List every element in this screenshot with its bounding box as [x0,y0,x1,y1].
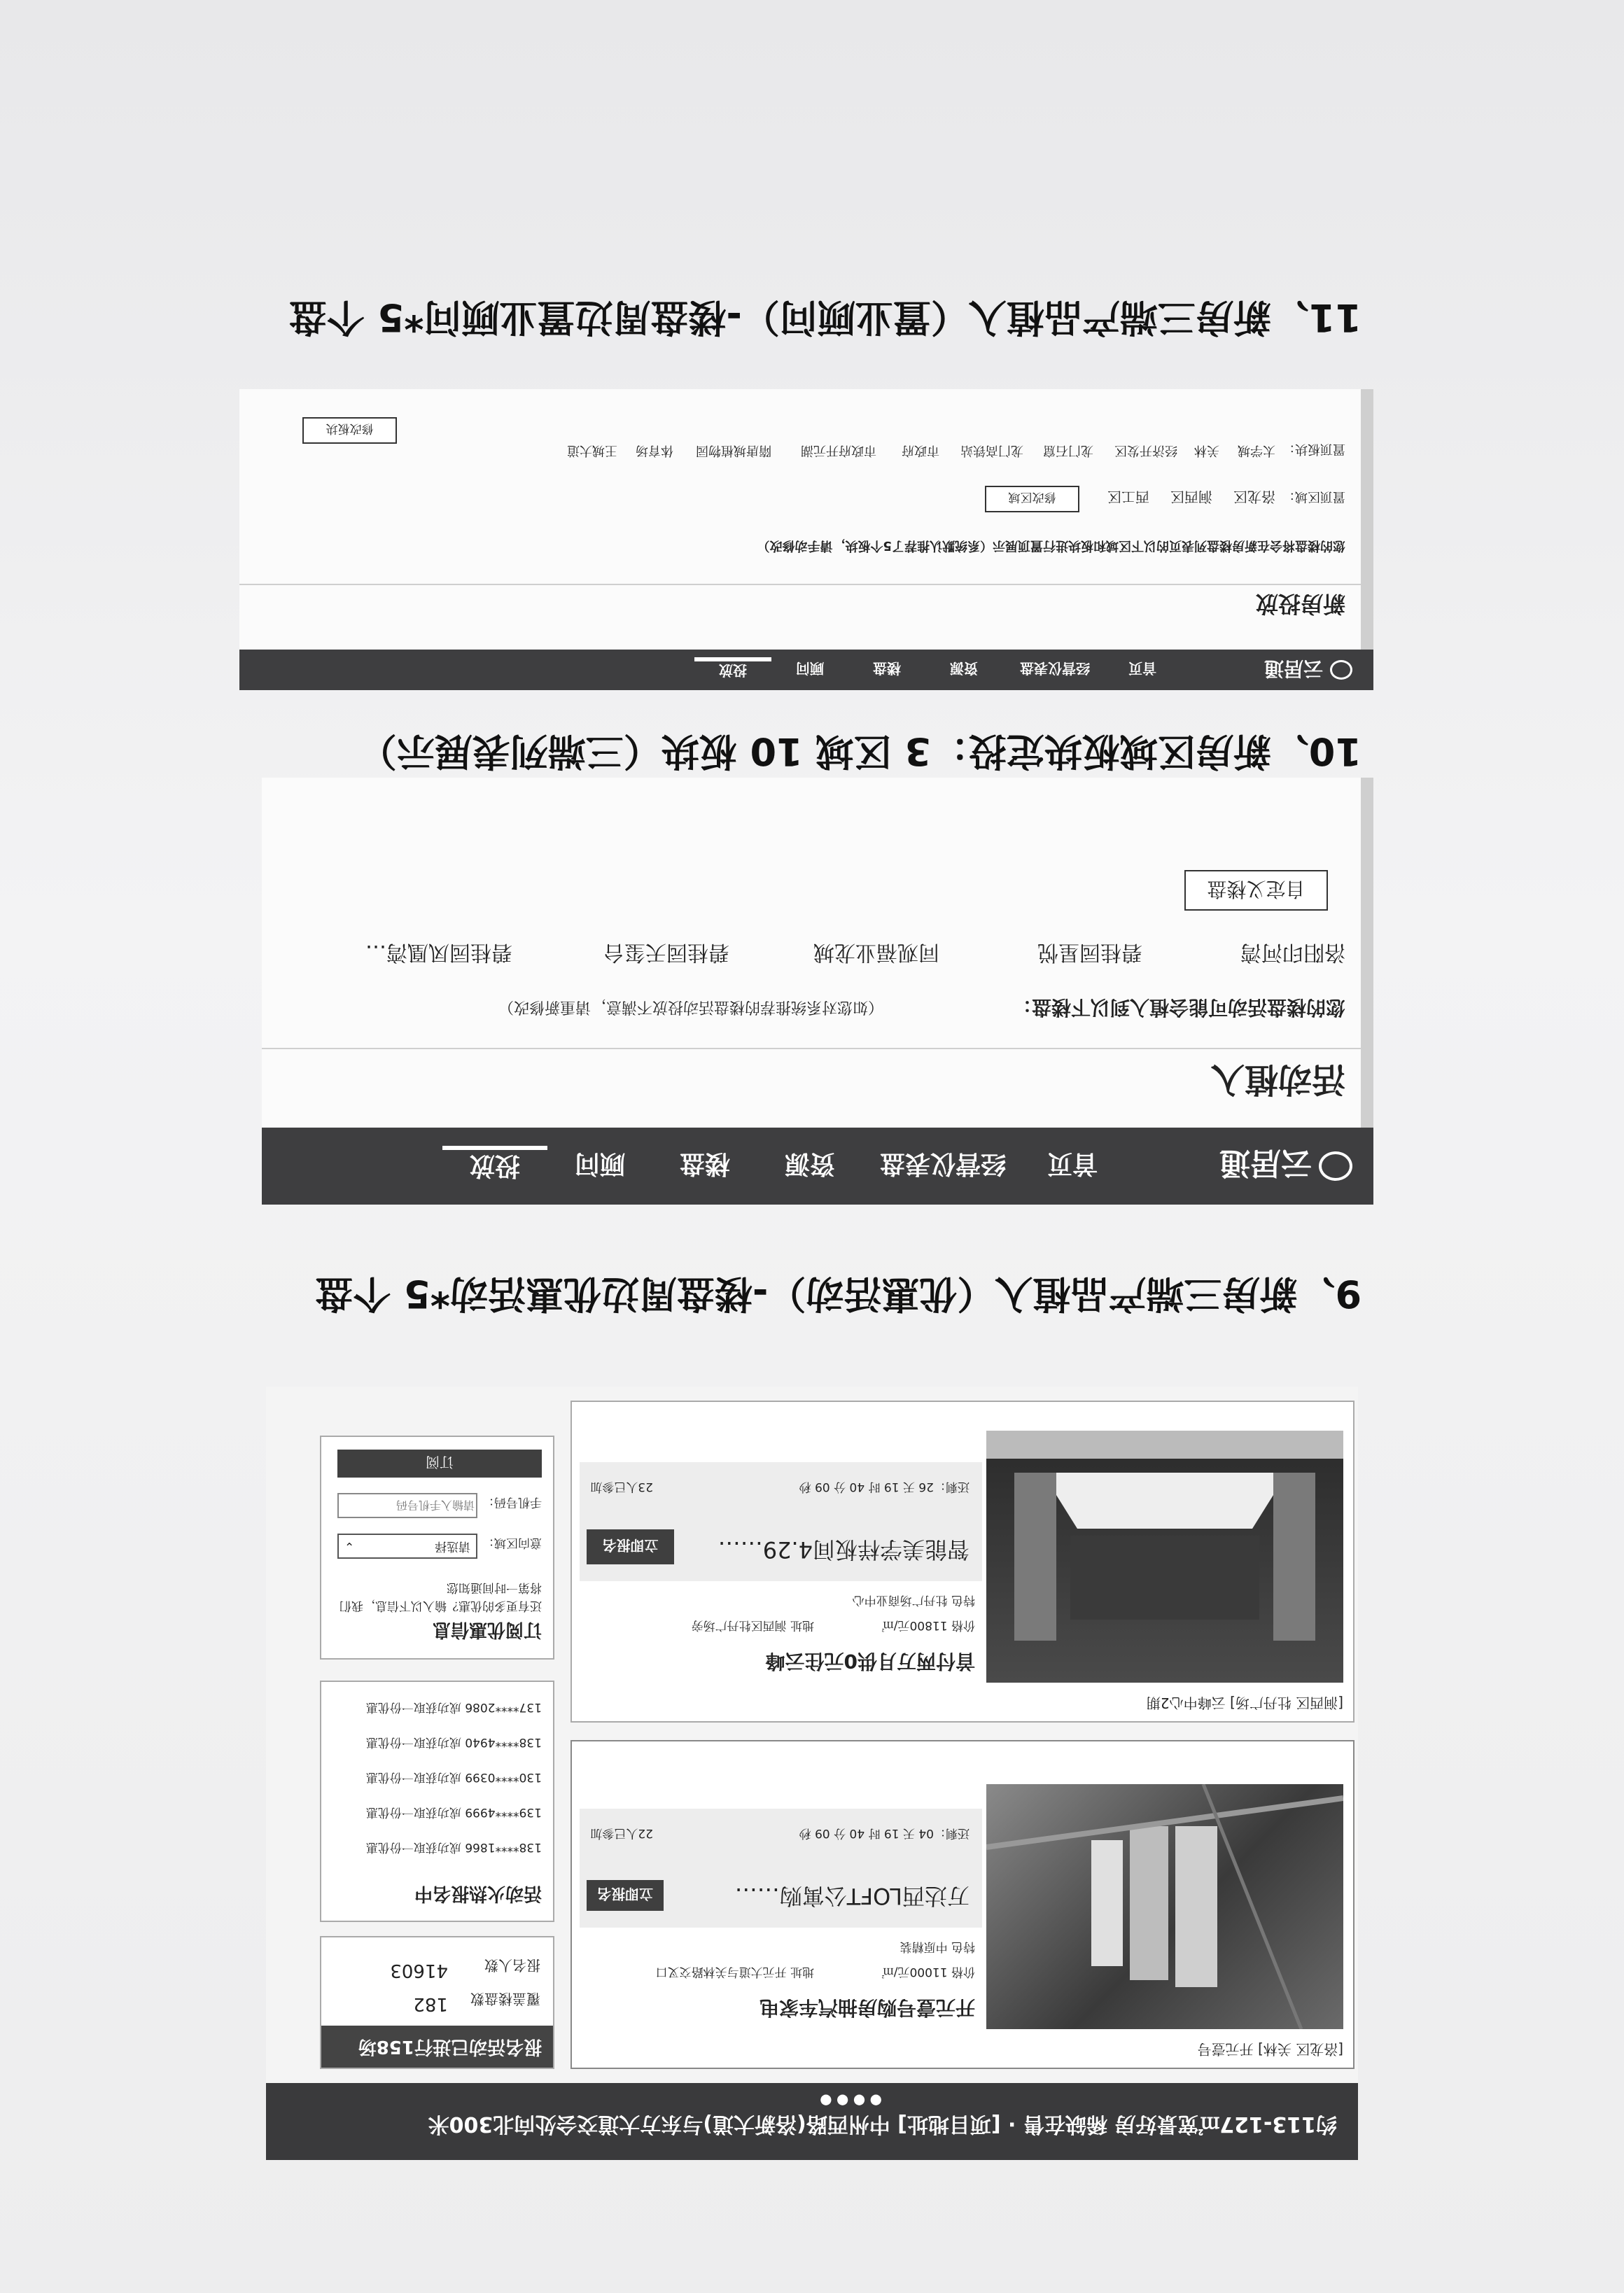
board-tag[interactable]: 隋唐城植物园 [696,443,771,458]
live-row: 138****4940 成功获取一份优惠 [365,1735,542,1749]
project-tag[interactable]: 碧桂园星悦 [1037,940,1142,965]
subscribe-desc: 还有更多的优惠？输入以下信息，我们将第一时间通知您 [340,1580,542,1613]
subscribe-button[interactable]: 订阅 [337,1450,542,1478]
area-label: 意向区域： [482,1536,542,1550]
board-tag[interactable]: 市政府 [902,443,939,458]
card-location: [涧西区 牡丹广场] 云峰中心2期 [1146,1695,1343,1711]
interior-photo [986,1431,1343,1683]
title-divider [262,1048,1361,1049]
card-title[interactable]: 首付两万月供0元住云峰 [765,1650,975,1673]
top-nav [262,1128,1373,1205]
phone-input[interactable] [337,1493,477,1518]
nav-placement[interactable]: 投放 [694,658,771,682]
joined-count: 23人已参加 [590,1480,653,1494]
covered-label: 覆盖楼盘数 [470,1991,540,2007]
card-address: 地址 开元大道与关林路交叉口 [655,1965,814,1979]
hint-text: （如您对系统推荐的楼盘活动投放不满意，请重新修改） [498,998,883,1016]
nav-dashboard[interactable]: 经营仪表盘 [880,1149,1007,1179]
chevron-down-icon: ⌄ [344,1539,355,1553]
activity-card-1[interactable] [570,1740,1354,2069]
heading-10: 10、新房区域板块定投：3 区域 10 板块（三端列表展示） [358,729,1362,773]
board-tag[interactable]: 市政府开元湖 [801,443,876,458]
card-feature: 特色 牡丹广场商业中心 [852,1593,975,1607]
phone-label: 手机号码： [482,1495,542,1509]
area-select[interactable] [337,1534,477,1559]
signup-button[interactable]: 立即报名 [587,1529,674,1564]
nav-home[interactable]: 首页 [1047,1149,1098,1179]
notice-text: 您的楼盘将会在新房楼盘列表页的以下区域和板块进行置顶展示（系统默认推荐了5个板块，请手动修改） [757,538,1345,553]
project-tag[interactable]: 同观福业龙城 [813,940,939,965]
area-select-value: 请选择 [435,1539,470,1553]
promo-box [580,1462,982,1581]
banner-dots[interactable]: ● ● ● ● [820,2093,882,2110]
logo-text: 云居通 [1219,1145,1312,1181]
card-title[interactable]: 开元壹号购房抽汽车家电 [759,1996,975,2019]
board-tag[interactable]: 龙门高铁站 [960,443,1023,458]
edit-area-button[interactable]: 修改区域 [985,486,1079,512]
banner-text: 约113-127㎡宽景好房 稀缺在售 · [项目地址] 中州西路(洛新大道)与东方大道交会处向北300米 [428,2112,1337,2136]
nav-projects[interactable]: 楼盘 [680,1149,731,1179]
live-row: 138****1866 成功获取一份优惠 [365,1840,542,1854]
logo-icon [1330,660,1352,680]
live-title: 活动火热报名中 [414,1883,542,1904]
countdown: 还剩：04 天 19 时 40 分 09 秒 [799,1826,969,1840]
activity-insert-screenshot [262,778,1373,1205]
board-tag[interactable]: 关林 [1194,443,1219,458]
board-tag[interactable]: 王城大道 [567,443,617,458]
custom-project-button[interactable]: 自定义楼盘 [1184,870,1328,911]
nav-home[interactable]: 首页 [1128,660,1156,678]
joined-count: 22人已参加 [590,1826,653,1840]
live-row: 139****4999 成功获取一份优惠 [365,1805,542,1819]
subscribe-title: 订阅优惠信息 [432,1619,542,1640]
board-tag[interactable]: 龙门石窟 [1043,443,1093,458]
nav-placement[interactable]: 投放 [442,1146,547,1186]
card-price: 价格 11800元/㎡ [881,1618,975,1632]
nav-dashboard[interactable]: 经营仪表盘 [1020,660,1090,678]
area-tag[interactable]: 西工区 [1107,489,1149,505]
summary-title: 报名活动已进行158场 [321,2026,553,2068]
project-banner [266,2083,1358,2160]
live-row: 137****2086 成功获取一份优惠 [365,1700,542,1714]
promo-text: 万达西LOFT公寓购…… [734,1883,969,1909]
left-scrollbar[interactable] [1361,389,1373,650]
nav-resources[interactable]: 资源 [950,660,978,678]
board-label: 置顶板块： [1282,442,1345,456]
top-nav [239,650,1373,690]
title-divider [239,584,1361,585]
page-title: 活动植入 [1210,1060,1345,1099]
heading-9: 9、新房三端产品植入（优惠活动）-楼盘周边优惠活动*5 个盘 [315,1272,1362,1316]
people-label: 报名人数 [484,1957,540,1974]
project-tag[interactable]: 碧桂园凤凰湾… [365,940,512,965]
question-text: 您的楼盘活动可能会植入到以下楼盘： [1011,996,1345,1019]
card-price: 价格 11000元/㎡ [881,1965,975,1979]
live-row: 130****0399 成功获取一份优惠 [365,1770,542,1784]
interior-photo-graphic [986,1431,1343,1683]
card-feature: 特色 中原精装 [899,1940,975,1954]
nav-projects[interactable]: 楼盘 [873,660,901,678]
brand-logo[interactable] [1177,656,1352,684]
promo-activity-screenshot [266,1387,1358,2160]
promo-box [580,1809,982,1928]
people-value: 41603 [390,1960,448,1981]
covered-value: 182 [413,1993,448,2014]
board-tag[interactable]: 经济开发区 [1114,443,1177,458]
edit-board-button[interactable]: 修改板块 [302,417,397,444]
placement-screenshot [239,389,1373,690]
promo-text: 智能美学样板间4.29…… [718,1536,969,1563]
activity-card-2[interactable] [570,1401,1354,1723]
brand-logo[interactable] [1121,1144,1352,1188]
area-tag[interactable]: 涧西区 [1170,489,1212,505]
area-label: 置顶区域： [1282,489,1345,504]
area-tag[interactable]: 洛龙区 [1233,489,1275,505]
building-aerial-photo [986,1784,1343,2029]
project-tag[interactable]: 洛阳印河湾 [1240,940,1345,965]
logo-icon [1319,1151,1352,1181]
card-location: [洛龙区 关林] 开元壹号 [1197,2041,1343,2058]
nav-resources[interactable]: 资源 [785,1149,836,1179]
board-tag[interactable]: 太学城 [1238,443,1275,458]
page-title: 新房投放 [1255,591,1345,617]
heading-11: 11、新房三端产品植入（置业顾问）-楼盘周边置业顾问*5 个盘 [288,295,1362,339]
logo-text: 云居通 [1264,657,1323,680]
countdown: 还剩：26 天 19 时 40 分 09 秒 [799,1480,969,1494]
aerial-photo-graphic [986,1784,1343,2029]
card-address: 地址 涧西区牡丹广场旁 [691,1618,814,1632]
board-tag[interactable]: 体育场 [636,443,673,458]
nav-advisors[interactable]: 顾问 [796,660,824,678]
left-scrollbar[interactable] [1361,778,1373,1128]
summary-panel [320,1936,554,2069]
subscribe-panel [320,1436,554,1660]
nav-advisors[interactable]: 顾问 [575,1149,626,1179]
live-signup-panel [320,1681,554,1922]
project-tag[interactable]: 碧桂园天玺台 [603,940,729,965]
signup-button[interactable]: 立即报名 [587,1880,664,1911]
